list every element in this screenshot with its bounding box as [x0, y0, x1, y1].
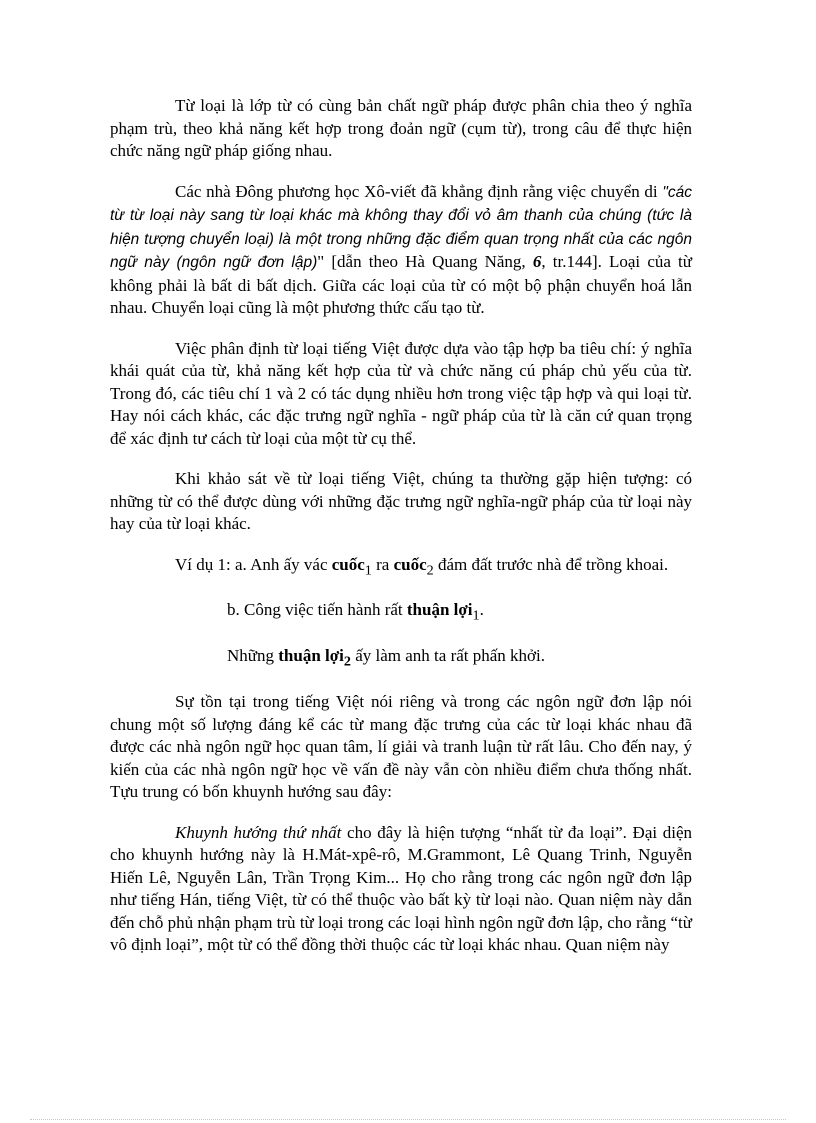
- paragraph-criteria: Việc phân định từ loại tiếng Việt được dựa vào tập hợp ba tiêu chí: ý nghĩa khái quát của từ, khả năng kết hợp của từ và chức năng cú pháp chủ yếu của từ. Trong đó, các tiêu chí 1 và 2 có tác dụng nhiều hơn trong việc tập hợp và qui loại từ. Hay nói cách khác, các đặc trưng ngữ nghĩa - ngữ pháp của từ là căn cứ quan trọng để xác định tư cách từ loại của một từ cụ thể.: [110, 338, 692, 448]
- tendency-lead-italic: Khuynh hướng thứ nhất: [175, 822, 342, 842]
- example-word-cuoc-1: cuốc: [331, 554, 365, 574]
- example-word-thuan-loi-2: thuận lợi$_2$: [278, 646, 351, 670]
- citation-number: 6: [532, 252, 542, 271]
- paragraph-survey: Khi khảo sát về từ loại tiếng Việt, chúng ta thường gặp hiện tượng: có những từ có thể được dùng với những đặc trưng ngữ nghĩa-ngữ pháp của từ loại này hay của từ loại khác.: [110, 469, 692, 533]
- paragraph-first-tendency: [110, 822, 692, 957]
- citation-suffix: , tr.144]. Loại của từ không phải là bất di bất dịch. Giữa các loại của từ có một bộ phận chuyển hoá lẫn nhau. Chuyển loại cũng là một phương thức cấu tạo từ.: [110, 252, 692, 317]
- document-body: [110, 95, 692, 957]
- paragraph-existence: Sự tồn tại trong tiếng Việt nói riêng và trong các ngôn ngữ đơn lập nói chung một số lượng đáng kể các từ mang đặc trưng của các từ loại khác nhau đã được các nhà ngôn ngữ học quan tâm, lí giải và tranh luận từ rất lâu. Cho đến nay, ý kiến của các nhà ngôn ngữ học về vấn đề này vẫn còn nhiều điểm chưa thống nhất. Tựu trung có bốn khuynh hướng sau đây:: [110, 692, 692, 802]
- example-1c-subscript: 2: [343, 653, 351, 670]
- example-subscript-2: 2: [426, 561, 434, 578]
- paragraph-soviet-orientalists: [110, 181, 692, 320]
- example-1a: [110, 554, 692, 582]
- tendency-body-text: cho đây là hiện tượng “nhất từ đa loại”. Đại diện cho khuynh hướng này là H.Mát-xpê-rô, M.Grammont, Lê Quang Trinh, Nguyễn Hiến Lê, Nguyễn Lân, Trần Trọng Kim... Họ cho rằng trong các ngôn ngữ đơn lập như tiếng Hán, tiếng Việt, từ có thể thuộc vào bất kỳ từ loại nào. Quan niệm này dẫn đến chỗ phủ nhận phạm trù từ loại trong các loại hình ngôn ngữ đơn lập, cho rằng “từ vô định loại”, một từ có thể đồng thời thuộc các từ loại khác nhau. Quan niệm này: [110, 822, 693, 955]
- example-1a-middle: ra: [371, 554, 394, 574]
- example-1c-prefix: Những: [227, 646, 279, 666]
- citation-prefix: " [dẫn theo Hà Quang Năng,: [317, 252, 533, 271]
- paragraph-definition: Từ loại là lớp từ có cùng bản chất ngữ pháp được phân chia theo ý nghĩa phạm trù, theo khả năng kết hợp trong đoản ngữ (cụm từ), trong câu để thực hiện chức năng ngữ pháp giống nhau.: [110, 96, 692, 160]
- paragraph-intro-text: Các nhà Đông phương học Xô-viết đã khẳng định rằng việc chuyển di: [175, 181, 663, 201]
- example-1a-suffix: đám đất trước nhà để trồng khoai.: [433, 554, 669, 574]
- example-1a-prefix: Ví dụ 1: a. Anh ấy vác: [175, 554, 332, 574]
- example-1b-subscript: 1: [472, 607, 480, 624]
- example-subscript-1: 1: [364, 561, 372, 578]
- example-1b: [227, 599, 692, 627]
- example-word-thuan-loi-1: thuận lợi: [406, 600, 473, 620]
- italic-quote: "các từ từ loại này sang từ loại khác mà không thay đổi vỏ âm thanh của chúng (tức là hiện tượng chuyển loại) là một trong những đặc điểm quan trọng nhất của các ngôn ngữ này (ngôn ngữ đơn lập): [110, 183, 692, 271]
- example-1c-suffix: ấy làm anh ta rất phấn khởi.: [350, 646, 546, 666]
- page-bottom-divider: [30, 1119, 786, 1120]
- example-word-cuoc-2: cuốc: [393, 554, 427, 574]
- example-1c: [227, 645, 692, 673]
- example-1b-suffix: .: [479, 600, 484, 620]
- example-1b-prefix: b. Công việc tiến hành rất: [227, 600, 407, 620]
